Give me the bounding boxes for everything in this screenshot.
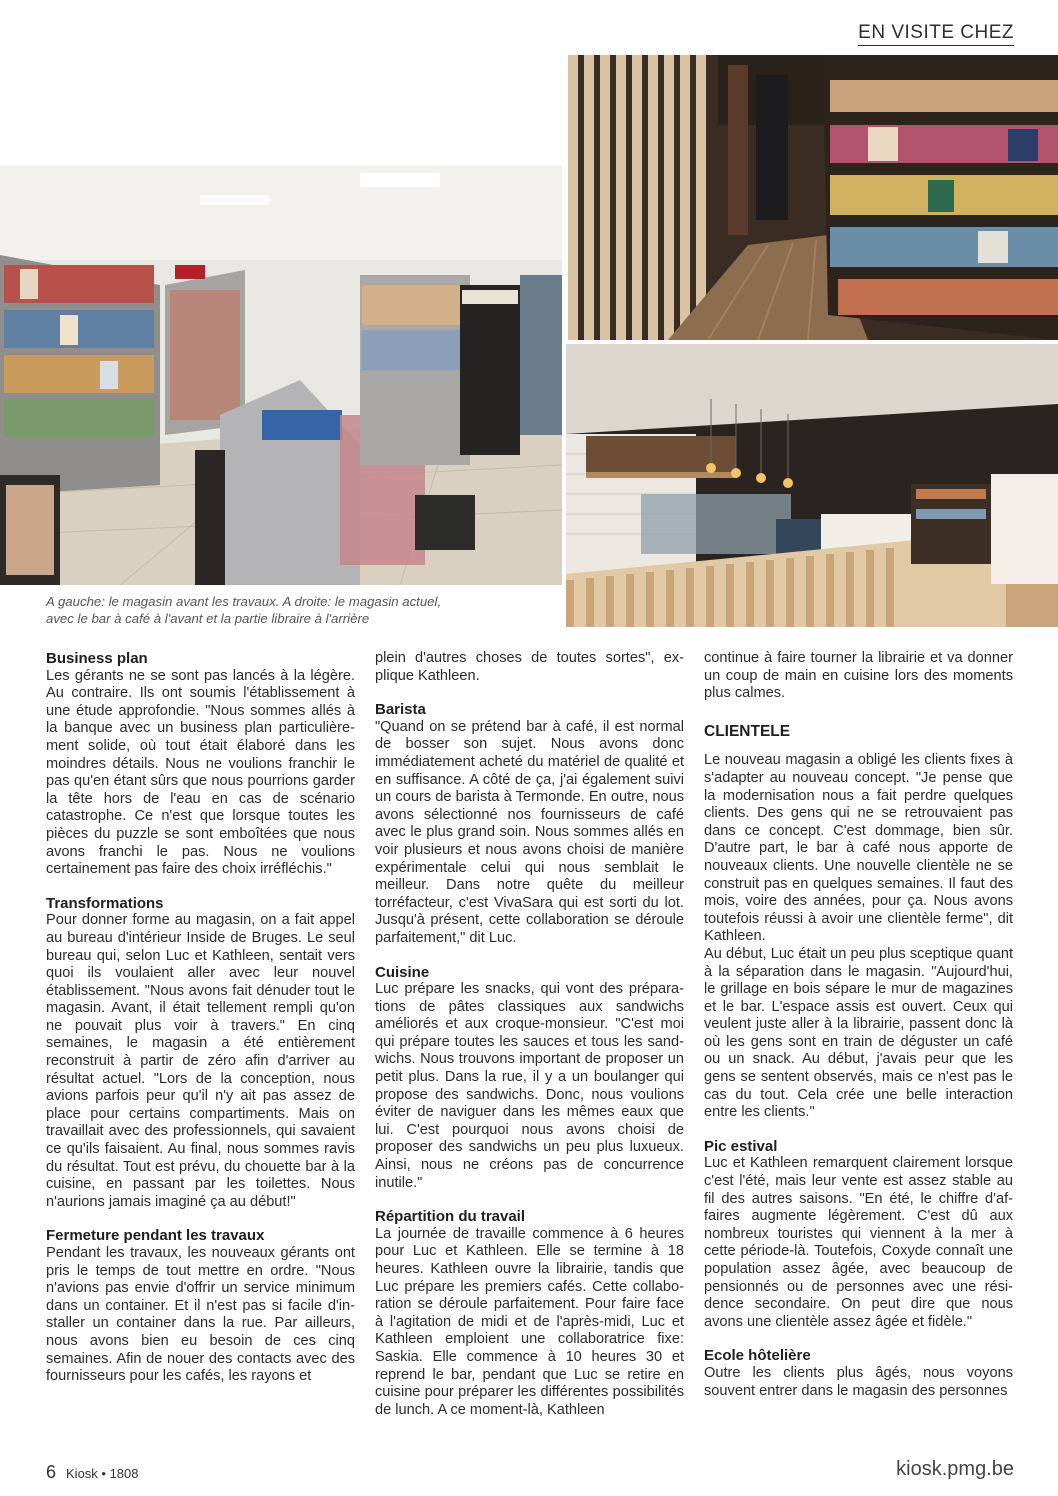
article-column-2 bbox=[375, 650, 684, 1419]
paragraph-continuation: plein d'autres choses de toutes sortes", explique Kathleen. bbox=[375, 650, 684, 684]
heading-ecole-hoteliere: Ecole hôtelière bbox=[704, 1347, 811, 1365]
article-column-3 bbox=[704, 650, 1013, 1400]
heading-transformations: Transformations bbox=[46, 894, 164, 912]
photo-magazine-wall bbox=[568, 55, 1058, 340]
paragraph-continuation: continue à faire tourner la librairie et va donner un coup de main en cuisine lors des moments plus calmes. bbox=[704, 650, 1013, 702]
caption-line: avec le bar à café à l'avant et la partie libraire à l'arrière bbox=[46, 611, 370, 626]
magazine-issue: Kiosk • 1808 bbox=[66, 1466, 139, 1481]
page-number: 6 bbox=[46, 1462, 57, 1482]
article-column-1 bbox=[46, 650, 355, 1386]
website-link[interactable]: kiosk.pmg.be bbox=[896, 1458, 1014, 1480]
heading-cuisine: Cuisine bbox=[375, 963, 430, 981]
paragraph-ecole-hoteliere: Outre les clients plus âgés, nous voyons souvent entrer dans le magasin des personnes bbox=[704, 1364, 1013, 1399]
heading-repartition: Répartition du travail bbox=[375, 1208, 526, 1226]
paragraph-fermeture: Pendant les travaux, les nouveaux gérants ont pris le temps de tout mettre en ordre. "Nous n'avions pas envie d'offrir un service minimum dans un container. Et il n'est pas si facile d'installer un container dans la rue. Par ailleurs, nous avons bien eu besoin de ces cinq semaines. Afin de nouer des contacts avec des fournisseurs pour les cafés, les rayons et bbox=[46, 1245, 355, 1385]
heading-clientele: CLIENTELE bbox=[704, 722, 791, 740]
paragraph-pic-estival: Luc et Kathleen remarquent clairement lorsque c'est l'été, mais leur vente est assez stable au fil des autres saisons. "En été, le chiffre d'affaires augmente légèrement. C'est dû aux nombreux touristes qui viennent à la mer à cette période-là. Toutefois, Coxyde connaît une population assez âgée, avec beaucoup de pensionnés ou de personnes avec une résidence secondaire. On peut dire que nous avons une clientèle assez âgée et fidèle." bbox=[704, 1155, 1013, 1330]
caption-line: A gauche: le magasin avant les travaux. A droite: le magasin actuel, bbox=[46, 594, 442, 609]
paragraph-clientele-1: Le nouveau magasin a obligé les clients fixes à s'adapter au nouveau concept. "Je pense que la modernisation nous a fait perdre quelques clients. Des gens qui ne se retrouvaient pas dans ce concept. C'est dommage, bien sûr. D'autre part, le bar à café nous apporte de nouveaux clients. Une nouvelle clientèle ne se construit pas en quelques semaines. Il faut des mois, voire des années, pour ça. Nous avons toutefois réussi à avoir une clientèle ferme", dit Kathleen. bbox=[704, 752, 1013, 945]
heading-pic-estival: Pic estival bbox=[704, 1137, 778, 1155]
footer-folio bbox=[46, 1462, 139, 1483]
paragraph-cuisine: Luc prépare les snacks, qui vont des préparations de pâtes classiques aux sandwichs améliorés et aux croque-monsieur. "C'est moi qui prépare toutes les sauces et tous les sandwichs. Nous trouvons important de proposer un petit plus. Dans la rue, il y a un boulanger qui propose des sandwichs. Donc, nous voulions éviter de naviguer dans les mêmes eaux que lui. C'est pourquoi nous avons choisi de proposer des sandwichs un peu plus luxueux. Ainsi, nous ne créons pas de concurrence inutile." bbox=[375, 981, 684, 1191]
photo-shop-before-renovation bbox=[0, 165, 562, 585]
paragraph-repartition: La journée de travaille commence à 6 heures pour Luc et Kathleen. Elle se termine à 18 heures. Kathleen ouvre la librairie, tandis que Luc prépare les premiers cafés. Cette collaboration se déroule parfaitement. Pour faire face à l'agitation de midi et de l'après-midi, Luc et Kathleen emploient une collaboratrice fixe: Saskia. Elle commence à 10 heures 30 et reprend le bar, pendant que Luc se retire en cuisine pour préparer les différentes possibilités de lunch. A ce moment-là, Kathleen bbox=[375, 1225, 684, 1418]
heading-business-plan: Business plan bbox=[46, 650, 148, 667]
paragraph-clientele-2: Au début, Luc était un peu plus sceptique quant à la séparation dans le magasin. "Aujourd'hui, le grillage en bois sépare le mur de magazines et le bar. L'espace assis est ouvert. Ceux qui veulent juste aller à la librairie, passent donc là où les gens sont en train de déguster un café ou un snack. Au début, j'avais peur que les gens se sentent observés, mais ce n'est pas le cas du tout. Cela crée une belle interaction entre les clients." bbox=[704, 945, 1013, 1121]
photo-coffee-bar bbox=[566, 344, 1058, 627]
paragraph-barista: "Quand on se prétend bar à café, il est normal de bosser son sujet. Nous avons donc immédiatement acheté du matériel de qualité et en suffisance. A côté de ça, j'ai également suivi un cours de barista à Termonde. En outre, nous avons sélectionné nos fournisseurs de café avec le plus grand soin. Nous sommes allés en voir plusieurs et nous avons choisi de manière expérimentale celui qui nous semblait le meilleur. Dans notre quête du meilleur torréfacteur, c'est VivaSara qui est sorti du lot. Jusqu'à présent, cette collaboration se déroule parfaitement," dit Luc. bbox=[375, 718, 684, 946]
heading-fermeture: Fermeture pendant les travaux bbox=[46, 1227, 265, 1245]
paragraph-business-plan: Les gérants ne se sont pas lancés à la légère. Au contraire. Ils ont soumis l'établissement à une étude approfondie. "Nous sommes allés à la banque avec un business plan particulièrement solide, où tout était élaboré dans les moindres détails. Nous ne voulions franchir le pas qu'en étant sûrs que nous pourrions garder la tête hors de l'eau en cas de scénario catastrophe. Ce n'est que lorsque toutes les pièces du puzzle se sont emboîtées que nous avons franchi le pas. Nous ne voulions certainement pas faire des choix irréfléchis." bbox=[46, 667, 355, 878]
section-tag: EN VISITE CHEZ bbox=[858, 22, 1014, 46]
paragraph-transformations: Pour donner forme au magasin, on a fait appel au bureau d'intérieur Inside de Bruges. Le seul bureau qui, selon Luc et Kathleen, sentait vers quoi ils voulaient aller avec leur nouvel établissement. "Nous avons fait dénuder tout le magasin. Avant, il était tellement rempli qu'on ne pouvait plus voir à travers." En cinq semaines, le magasin a été entièrement reconstruit à partir de zéro afin d'arriver au résultat actuel. "Lors de la conception, nous avions parfois peur qu'il n'y ait pas assez de place pour certains compartiments. Mais on travaillait avec des professionnels, qui savaient ce qu'ils faisaient. Au final, nous sommes ravis du résultat. Tout est prévu, du chouette bar à la cuisine, en passant par les toilettes. Nous n'aurions jamais imaginé ça au début!" bbox=[46, 912, 355, 1210]
photo-caption bbox=[46, 593, 546, 627]
heading-barista: Barista bbox=[375, 701, 426, 719]
